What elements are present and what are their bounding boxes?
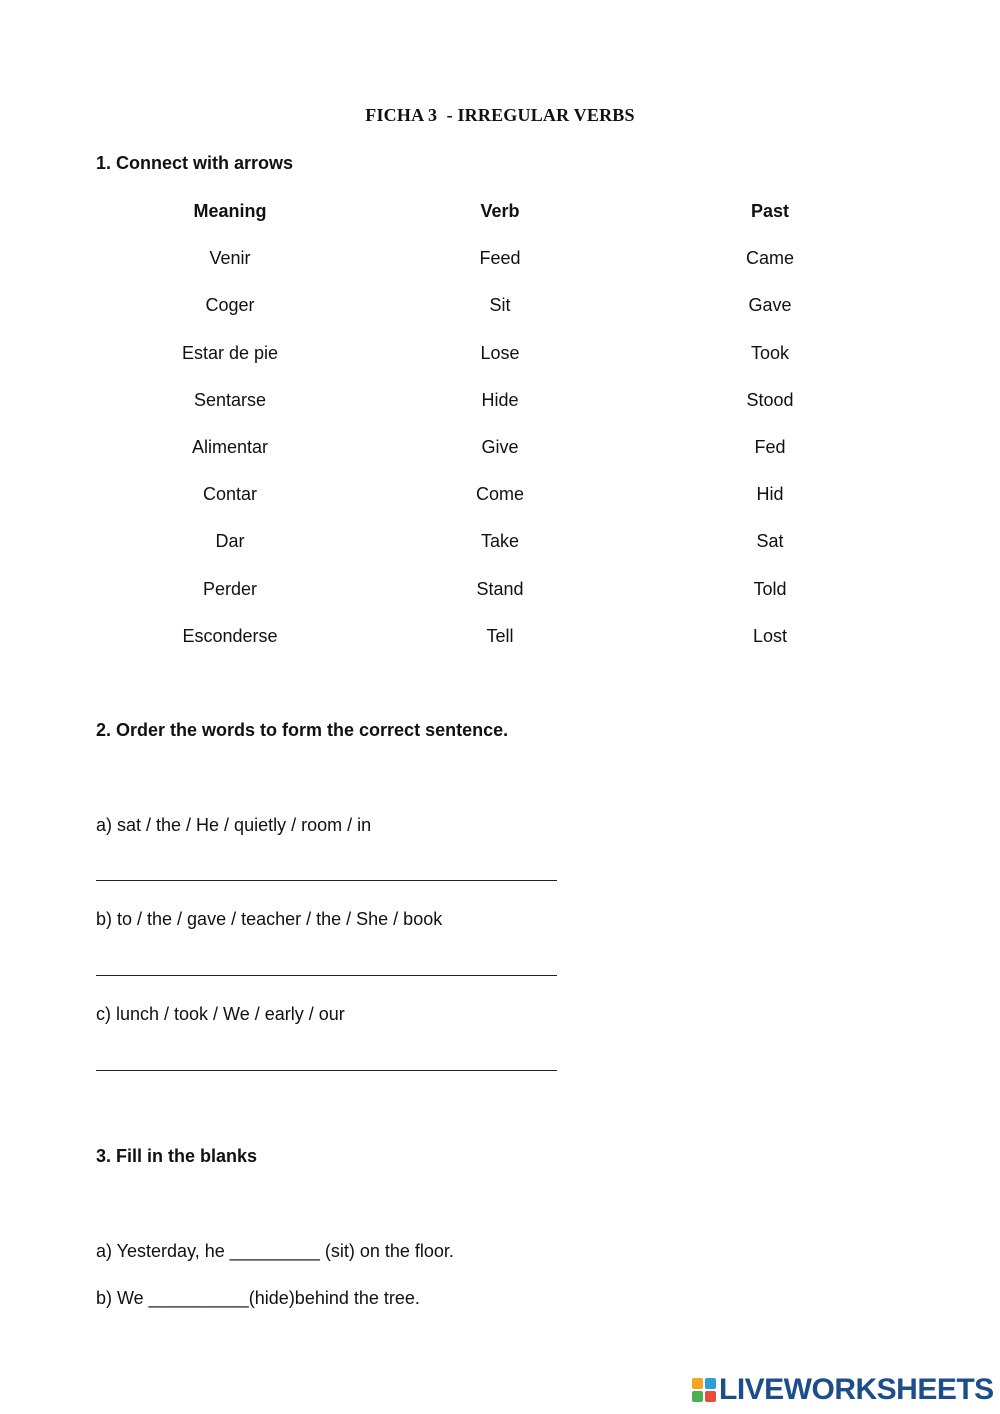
past-item: Sat — [756, 531, 784, 552]
section1-heading: 1. Connect with arrows — [96, 153, 294, 173]
answer-line-a[interactable] — [96, 880, 557, 881]
meaning-item: Contar — [202, 484, 258, 505]
meaning-item: Alimentar — [191, 436, 269, 457]
meaning-item: Venir — [209, 248, 251, 269]
meaning-column — [120, 200, 340, 672]
liveworksheets-logo-text: LIVEWORKSHEETS — [719, 1373, 994, 1406]
liveworksheets-logo — [692, 1374, 994, 1406]
meaning-item: Estar de pie — [181, 342, 279, 363]
meaning-item: Coger — [205, 295, 255, 316]
verb-column — [390, 200, 610, 672]
fill-blank-b[interactable]: b) We __________(hide)behind the tree. — [96, 1288, 420, 1308]
order-sentence-c: c) lunch / took / We / early / our — [96, 1004, 345, 1024]
meaning-item: Dar — [215, 531, 245, 552]
meaning-header: Meaning — [193, 201, 267, 221]
liveworksheets-logo-icon — [692, 1378, 716, 1402]
answer-line-b[interactable] — [96, 975, 557, 976]
verb-item: Come — [475, 484, 524, 505]
fill-blank-a[interactable]: a) Yesterday, he _________ (sit) on the floor. — [96, 1241, 454, 1261]
verb-item: Lose — [480, 342, 520, 363]
page-title: FICHA 3 - IRREGULAR VERBS — [365, 105, 635, 125]
verb-item: Take — [480, 531, 520, 552]
verb-item: Give — [481, 436, 519, 457]
past-item: Hid — [756, 484, 784, 505]
verb-item: Sit — [489, 295, 511, 316]
verb-item: Tell — [486, 625, 514, 646]
verb-item: Feed — [479, 248, 521, 269]
past-item: Fed — [754, 436, 786, 457]
section3-heading: 3. Fill in the blanks — [96, 1146, 258, 1166]
meaning-item: Sentarse — [193, 389, 267, 410]
past-column — [660, 200, 880, 672]
past-item: Lost — [752, 625, 788, 646]
past-item: Stood — [746, 389, 794, 410]
meaning-item: Perder — [202, 578, 258, 599]
verb-header: Verb — [480, 201, 520, 221]
past-item: Gave — [748, 295, 792, 316]
past-item: Took — [750, 342, 790, 363]
order-sentence-a: a) sat / the / He / quietly / room / in — [96, 815, 372, 835]
order-sentence-b: b) to / the / gave / teacher / the / She / book — [96, 909, 443, 929]
past-item: Came — [745, 248, 794, 269]
answer-line-c[interactable] — [96, 1070, 557, 1071]
section2-heading: 2. Order the words to form the correct sentence. — [96, 720, 509, 740]
meaning-item: Esconderse — [182, 625, 278, 646]
verb-item: Stand — [476, 578, 524, 599]
past-header: Past — [750, 201, 790, 221]
verb-item: Hide — [481, 389, 519, 410]
past-item: Told — [753, 578, 787, 599]
